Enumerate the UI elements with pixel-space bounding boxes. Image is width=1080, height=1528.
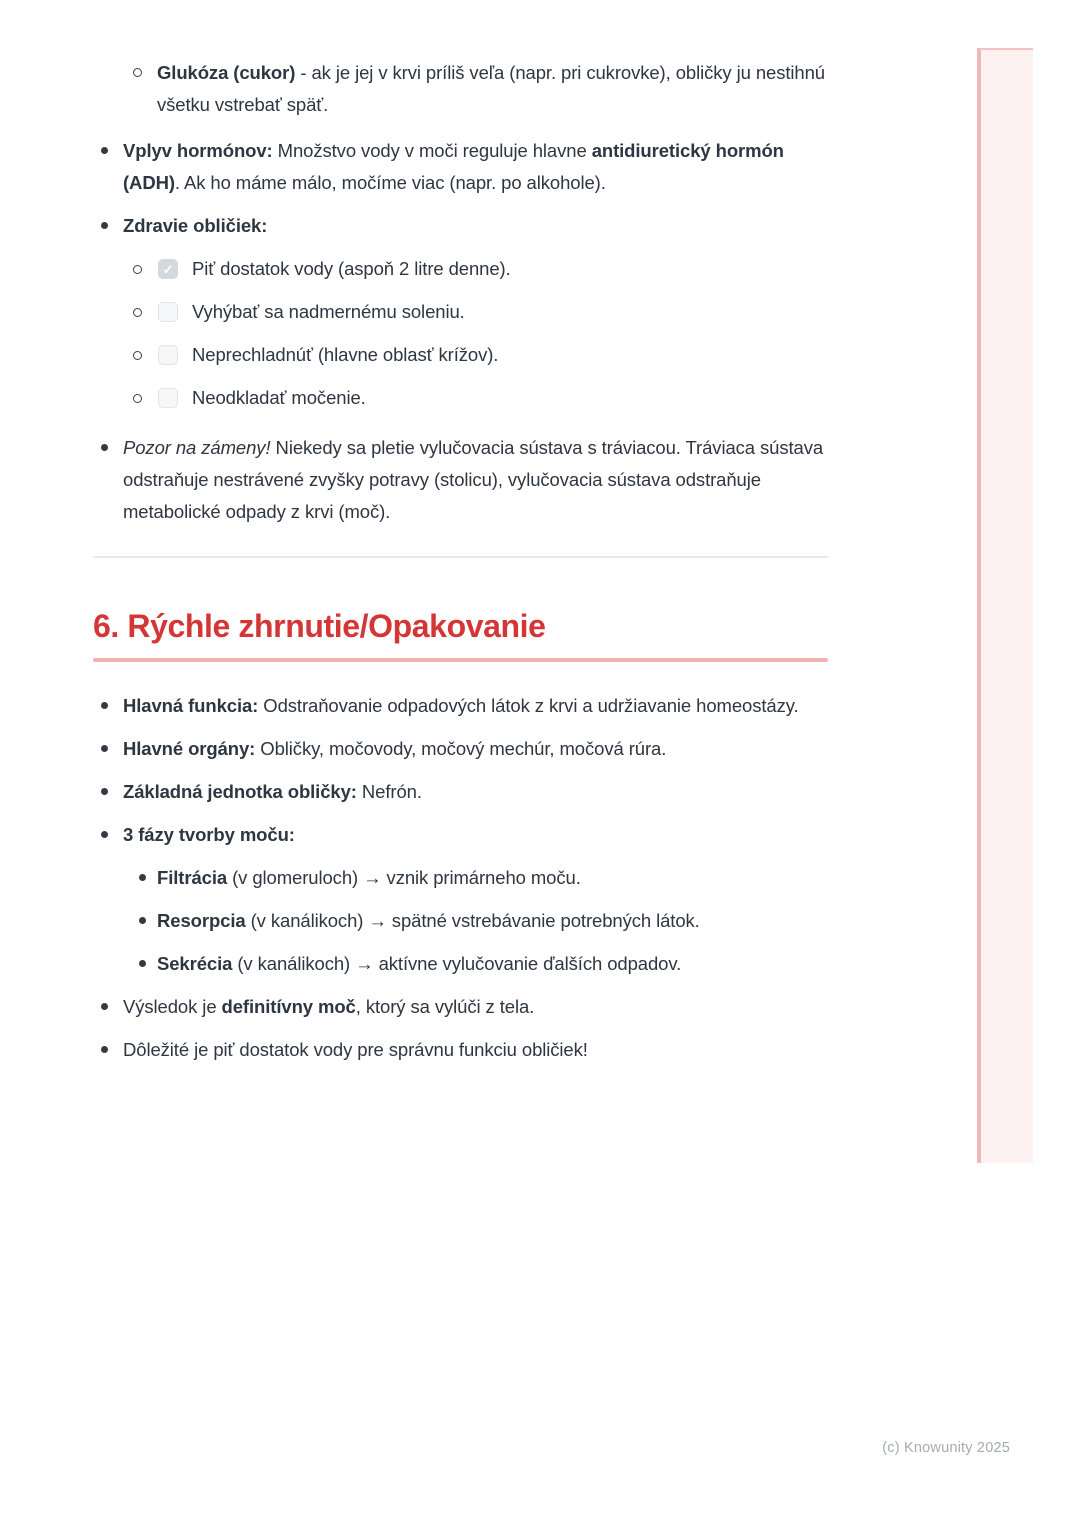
list-item-text: [123, 1039, 588, 1060]
list-item: [123, 776, 828, 808]
list-item: [123, 690, 828, 722]
checklist-item: [133, 253, 860, 285]
checklist-item: [133, 339, 860, 371]
list-item: [157, 57, 852, 121]
text-segment: definitívny moč: [221, 996, 356, 1017]
text-segment: antidiuretický hormón (ADH): [123, 140, 784, 193]
list-item-text: [123, 437, 823, 522]
page-margin-strip: [977, 48, 1033, 1163]
bullet-icon: [101, 444, 108, 451]
list-item-text: [157, 910, 700, 931]
text-segment: Dôležité je piť dostatok vody pre správnu funkciu obličiek!: [123, 1039, 588, 1060]
bullet-icon: [101, 222, 108, 229]
checklist-item-label: Vyhýbať sa nadmernému soleniu.: [192, 301, 465, 322]
text-segment: (v kanálikoch) → spätné vstrebávanie potrebných látok.: [245, 910, 700, 931]
text-segment: - ak je jej v krvi príliš veľa (napr. pri cukrovke), obličky ju nestihnú všetku vstrebať späť.: [157, 62, 825, 115]
text-segment: Základná jednotka obličky:: [123, 781, 357, 802]
bullet-icon: [101, 831, 108, 838]
text-segment: Niekedy sa pletie vylučovacia sústava s tráviacou. Tráviaca sústava odstraňuje nestrávené zvyšky potravy (stolicu), vylučovacia sústava odstraňuje metabolické odpady z krvi (moč).: [123, 437, 824, 522]
list-item: [123, 135, 828, 199]
text-segment: Nefrón.: [356, 781, 422, 802]
list-item: [123, 819, 828, 851]
checklist-item-label: Piť dostatok vody (aspoň 2 litre denne).: [192, 258, 511, 279]
text-segment: . Ak ho máme málo, močíme viac (napr. po alkohole).: [174, 172, 606, 193]
list-item-text: [157, 953, 681, 974]
list-item: [123, 1034, 828, 1066]
text-segment: (v kanálikoch) → aktívne vylučovanie ďalších odpadov.: [232, 953, 682, 974]
section-heading: 6. Rýchle zhrnutie/Opakovanie: [93, 608, 546, 644]
list-item: [123, 210, 828, 242]
bullet-icon: [139, 917, 146, 924]
checklist-item-label: Neodkladať močenie.: [192, 387, 366, 408]
text-segment: Obličky, močovody, močový mechúr, močová rúra.: [255, 738, 667, 759]
text-segment: Výsledok je: [123, 996, 222, 1017]
bullet-icon: [101, 1003, 108, 1010]
text-segment: Sekrécia: [157, 953, 233, 974]
list-item-text: [123, 824, 295, 845]
list-item: [157, 905, 828, 937]
list-item-text: [123, 695, 799, 716]
list-item-text: [123, 781, 422, 802]
text-segment: Pozor na zámeny!: [123, 437, 271, 458]
text-segment: Filtrácia: [157, 867, 228, 888]
list-item: [157, 948, 828, 980]
list-item-text: [157, 62, 825, 115]
text-segment: Odstraňovanie odpadových látok z krvi a udržiavanie homeostázy.: [258, 695, 799, 716]
bullet-icon: [101, 1046, 108, 1053]
text-segment: 3 fázy tvorby moču:: [123, 824, 295, 845]
bullet-icon: [139, 960, 146, 967]
text-segment: Glukóza (cukor): [157, 62, 296, 83]
text-segment: Vplyv hormónov:: [123, 140, 273, 161]
bullet-icon: [101, 147, 108, 154]
checklist-item-label: Neprechladnúť (hlavne oblasť krížov).: [192, 344, 499, 365]
circle-bullet-icon: [133, 265, 142, 274]
bullet-icon: [139, 874, 146, 881]
checkbox-checked[interactable]: [158, 259, 178, 279]
text-segment: Hlavná funkcia:: [123, 695, 259, 716]
checklist-item: [133, 296, 860, 328]
list-item-text: [123, 140, 784, 193]
circle-bullet-icon: [133, 394, 142, 403]
text-segment: Resorpcia: [157, 910, 246, 931]
list-item-text: [157, 867, 581, 888]
checkbox-unchecked[interactable]: [158, 345, 178, 365]
text-segment: Množstvo vody v moči reguluje hlavne: [272, 140, 592, 161]
circle-bullet-icon: [133, 308, 142, 317]
text-segment: Hlavné orgány:: [123, 738, 256, 759]
bullet-icon: [101, 745, 108, 752]
checkbox-unchecked[interactable]: [158, 302, 178, 322]
section-divider: [93, 556, 828, 558]
text-segment: (v glomeruloch) → vznik primárneho moču.: [227, 867, 581, 888]
list-item-text: [123, 738, 666, 759]
list-item-text: [123, 996, 534, 1017]
copyright-notice: (c) Knowunity 2025: [882, 1440, 1010, 1456]
bullet-icon: [101, 702, 108, 709]
text-segment: , ktorý sa vylúči z tela.: [355, 996, 535, 1017]
list-item: [123, 991, 828, 1023]
list-item: [157, 862, 828, 894]
list-item: [123, 432, 828, 528]
check-icon: ✓: [162, 261, 174, 277]
bullet-icon: [101, 788, 108, 795]
circle-bullet-icon: [133, 68, 142, 77]
list-item-text: [123, 215, 267, 236]
text-segment: Zdravie obličiek:: [123, 215, 268, 236]
circle-bullet-icon: [133, 351, 142, 360]
checklist-item: [133, 382, 860, 414]
section-heading-underline: [93, 658, 828, 662]
list-item: [123, 733, 828, 765]
checkbox-unchecked[interactable]: [158, 388, 178, 408]
